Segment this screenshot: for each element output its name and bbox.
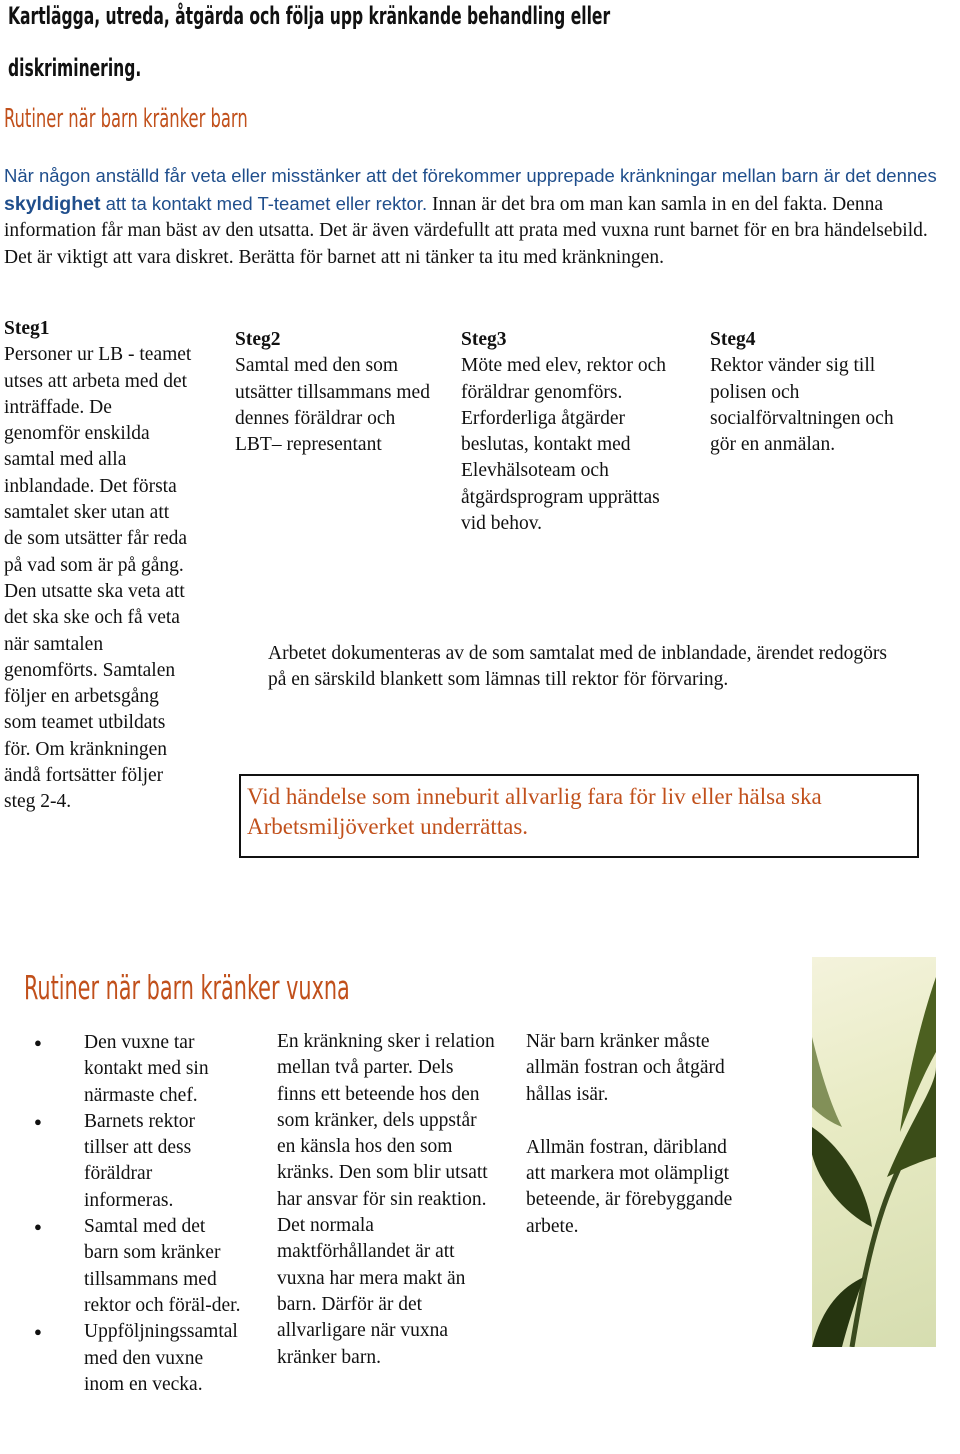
intro-part2: att ta kontakt med T-teamet eller rektor. (100, 192, 428, 214)
step2-label: Steg2 (235, 329, 281, 350)
bullet-item: ● Samtal med det barn som kränker tillsammans med rektor och föräl-der. (34, 1214, 244, 1319)
bullet-list (34, 1030, 244, 1398)
bullet-list-column (34, 1030, 244, 1398)
section1-title: Rutiner när barn kränker barn (4, 104, 248, 134)
page-title-line1: Kartlägga, utreda, åtgärda och följa upp kränkande behandling eller (8, 2, 611, 30)
step4-label: Steg4 (710, 329, 756, 350)
step1-text: Personer ur LB - teamet utses att arbeta med det inträffade. De genomför enskilda samtal med alla inblandade. Det första samtalet sker utan att de som utsätter får reda på vad som är på gång. Den utsatte ska veta att det ska ske och få veta när samtalen genomförts. Samtalen följer en arbetsgång som teamet utbildats för. Om kränkningen ändå fortsätter följer steg 2-4. (4, 344, 192, 813)
step3-text: Möte med elev, rektor och föräldrar genomförs. Erforderliga åtgärder beslutas, kontakt med Elevhälsoteam och åtgärdsprogram upprättas vid behov. (461, 355, 667, 535)
step4-text: Rektor vänder sig till polisen och socialförvaltningen och gör en anmälan. (710, 355, 894, 456)
documentation-text: Arbetet dokumenteras av de som samtalat med de inblandade, ärendet redogörs på en särskild blankett som lämnas till rektor för förvaring. (268, 643, 887, 691)
right-paragraph-1: När barn kränker måste allmän fostran och åtgärd hållas isär. (526, 1031, 725, 1105)
right-paragraph-2: Allmän fostran, däribland att markera mot olämpligt beteende, är förebyggande arbete. (526, 1136, 733, 1237)
step4-column (710, 327, 920, 458)
middle-text: En kränkning sker i relation mellan två parter. Dels finns ett beteende hos den som kränker, dels uppstår en känsla hos den som kränks. Den som blir utsatt har ansvar för sin reaktion. Det normala maktförhållandet är att vuxna har mera makt än barn. Därför är det allvarligare när vuxna kränker barn. (277, 1031, 495, 1368)
bullet-item: ● Den vuxne tar kontakt med sin närmaste chef. (34, 1030, 244, 1109)
step3-column (461, 327, 673, 537)
step1-label: Steg1 (4, 318, 50, 339)
intro-part3: Innan är det bra om man kan samla in en del fakta. Denna information får man bäst av den utsatta. Det är även värdefullt att prata med vuxna runt barnet för en bra händelsebild. Det är viktigt att vara diskret. Berätta för barnet att ni tänker ta itu med kränkningen. (4, 193, 928, 268)
right-text-column (526, 1029, 746, 1240)
step2-column (235, 327, 435, 458)
leaf-plant-icon (812, 957, 936, 1347)
bullet-item: ● Barnets rektor tillser att dess föräldrar informeras. (34, 1109, 244, 1214)
warning-box: Vid händelse som inneburit allvarlig fara för liv eller hälsa ska Arbetsmiljöverket underrättas. (239, 774, 919, 858)
intro-paragraph (4, 163, 954, 271)
step1-column (4, 316, 192, 816)
step3-label: Steg3 (461, 329, 507, 350)
bullet-item: ● Uppföljningssamtal med den vuxne inom en vecka. (34, 1319, 244, 1398)
intro-part1: När någon anställd får veta eller misstänker att det förekommer upprepade kränkningar mellan barn är det dennes (4, 165, 937, 186)
page-title-line2: diskriminering. (8, 54, 142, 82)
intro-bold: skyldighet (4, 192, 101, 215)
section2-title: Rutiner när barn kränker vuxna (24, 968, 350, 1007)
step2-text: Samtal med den som utsätter tillsammans med dennes föräldrar och LBT– representant (235, 355, 430, 456)
